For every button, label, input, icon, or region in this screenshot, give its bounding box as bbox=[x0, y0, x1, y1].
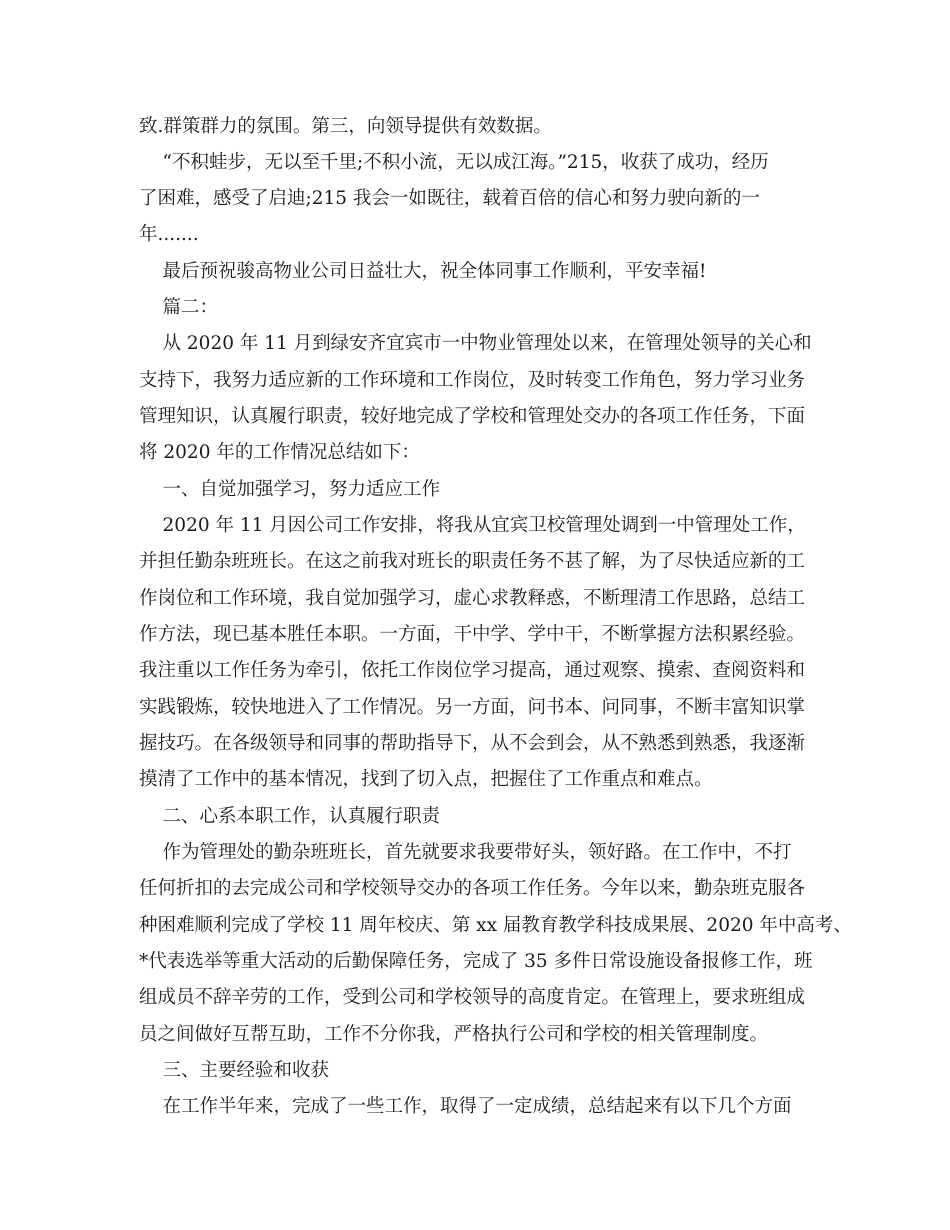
text-line: 并担任勤杂班班长。在这之前我对班长的职责任务不甚了解，为了尽快适应新的工 bbox=[139, 551, 806, 572]
text-line: 种困难顺利完成了学校 11 周年校庆、第 xx 届教育教学科技成果展、2020 年中高考、 bbox=[139, 915, 852, 936]
text-line: 握技巧。在各级领导和同事的帮助指导下，从不会到会，从不熟悉到熟悉，我逐渐 bbox=[139, 733, 806, 754]
text-line: *代表选举等重大活动的后勤保障任务，完成了 35 多件日常设施设备报修工作，班 bbox=[139, 951, 813, 972]
text-line: 任何折扣的去完成公司和学校领导交办的各项工作任务。今年以来，勤杂班克服各 bbox=[139, 878, 806, 899]
text-line: 作岗位和工作环境，我自觉加强学习，虚心求教释惑，不断理清工作思路，总结工 bbox=[139, 588, 806, 609]
text-line: 从 2020 年 11 月到绿安齐宜宾市一中物业管理处以来，在管理处领导的关心和 bbox=[139, 333, 812, 354]
text-line: 我注重以工作任务为牵引，依托工作岗位学习提高，通过观察、摸索、查阅资料和 bbox=[139, 660, 806, 681]
text-line: 年....... bbox=[139, 224, 199, 245]
text-line: 作为管理处的勤杂班班长，首先就要求我要带好头，领好路。在工作中，不打 bbox=[139, 842, 792, 863]
text-line: 管理知识，认真履行职责，较好地完成了学校和管理处交办的各项工作任务，下面 bbox=[139, 406, 806, 427]
text-line: 支持下，我努力适应新的工作环境和工作岗位，及时转变工作角色，努力学习业务 bbox=[139, 370, 806, 391]
text-line: “不积蛙步，无以至千里;不积小流，无以成江海。”215，收获了成功，经历 bbox=[139, 152, 769, 173]
text-line: 组成员不辞辛劳的工作，受到公司和学校领导的高度肯定。在管理上，要求班组成 bbox=[139, 987, 806, 1008]
text-line: 将 2020 年的工作情况总结如下： bbox=[139, 442, 420, 463]
text-line: 实践锻炼，较快地进入了工作情况。另一方面，问书本、问同事，不断丰富知识掌 bbox=[139, 697, 806, 718]
text-line: 了困难，感受了启迪;215 我会一如既往，载着百倍的信心和努力驶向新的一 bbox=[139, 188, 760, 209]
text-line: 摸清了工作中的基本情况，找到了切入点，把握住了工作重点和难点。 bbox=[139, 769, 713, 790]
text-line: 员之间做好互帮互助，工作不分你我，严格执行公司和学校的相关管理制度。 bbox=[139, 1024, 769, 1045]
section-heading: 一、自觉加强学习，努力适应工作 bbox=[139, 479, 441, 500]
text-line: 在工作半年来，完成了一些工作，取得了一定成绩，总结起来有以下几个方面 bbox=[139, 1096, 792, 1117]
text-line: 最后预祝骏高物业公司日益壮大，祝全体同事工作顺利，平安幸福! bbox=[139, 261, 707, 282]
text-line: 致.群策群力的氛围。第三，向领导提供有效数据。 bbox=[139, 116, 552, 137]
text-line: 2020 年 11 月因公司工作安排，将我从宜宾卫校管理处调到一中管理处工作， bbox=[139, 515, 806, 536]
text-line: 作方法，现已基本胜任本职。一方面，干中学、学中干，不断掌握方法积累经验。 bbox=[139, 624, 806, 645]
section-heading: 篇二： bbox=[139, 297, 219, 318]
section-heading: 三、主要经验和收获 bbox=[139, 1060, 330, 1081]
section-heading: 二、心系本职工作，认真履行职责 bbox=[139, 806, 441, 827]
